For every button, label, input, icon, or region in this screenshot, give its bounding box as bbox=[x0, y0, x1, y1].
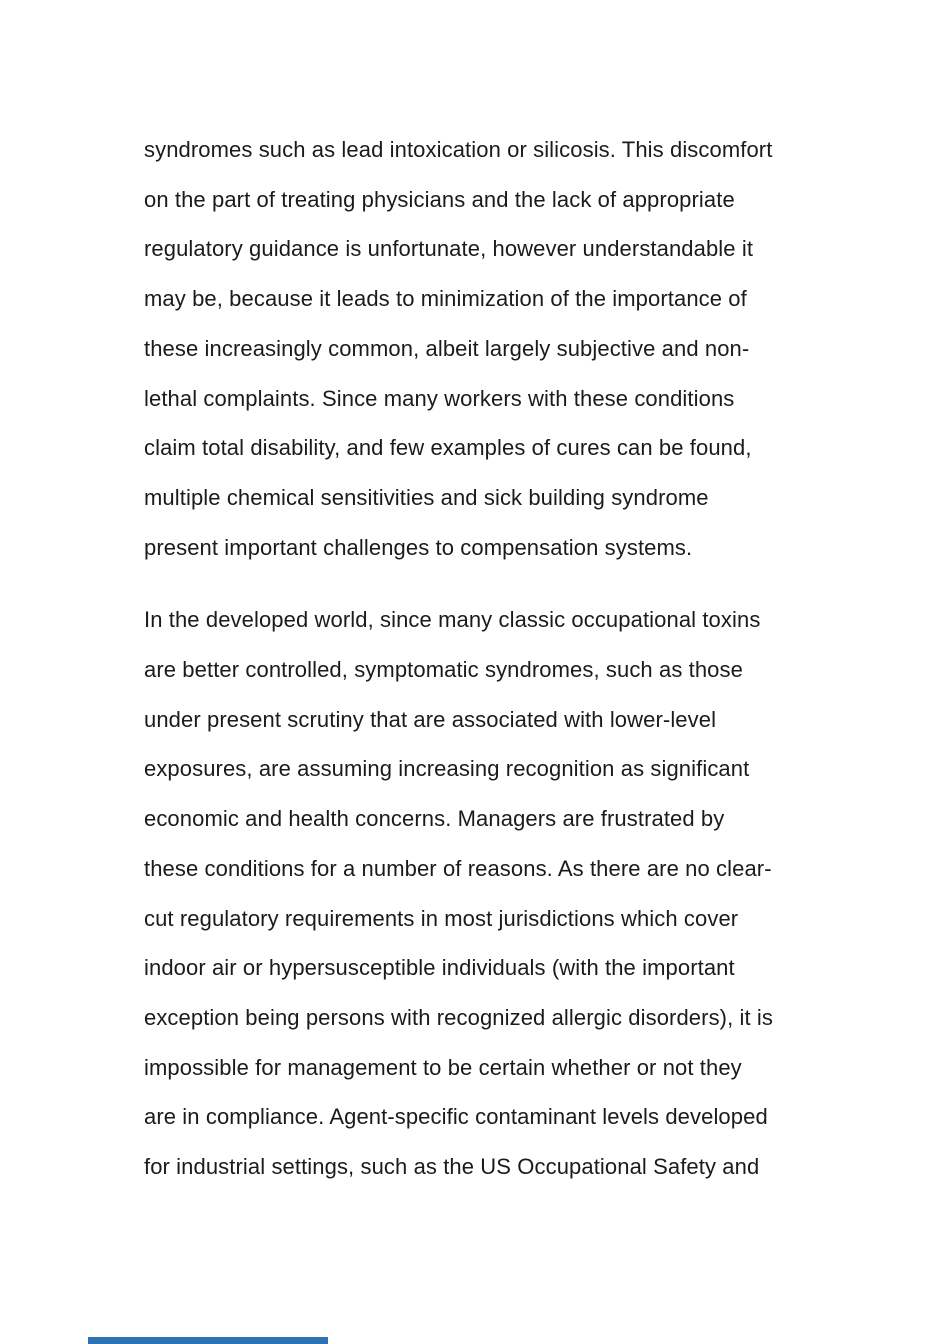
text-line: economic and health concerns. Managers are frustrated by bbox=[144, 806, 725, 832]
paragraph bbox=[144, 595, 819, 1191]
text-line: indoor air or hypersusceptible individuals (with the important bbox=[144, 955, 735, 981]
text-line: exposures, are assuming increasing recognition as significant bbox=[144, 756, 750, 782]
paragraph bbox=[144, 125, 819, 572]
text-line: impossible for management to be certain whether or not they bbox=[144, 1054, 742, 1080]
document-body-text bbox=[144, 125, 819, 1215]
text-line: these increasingly common, albeit largely subjective and non- bbox=[144, 335, 750, 361]
text-line: under present scrutiny that are associated with lower-level bbox=[144, 706, 717, 732]
text-line: syndromes such as lead intoxication or silicosis. This discomfort bbox=[144, 137, 773, 162]
text-line: claim total disability, and few examples of cures can be found, bbox=[144, 435, 752, 461]
text-line: multiple chemical sensitivities and sick building syndrome bbox=[144, 484, 709, 510]
text-line: present important challenges to compensation systems. bbox=[144, 534, 693, 560]
text-line: may be, because it leads to minimization of the importance of bbox=[144, 286, 747, 312]
text-line: on the part of treating physicians and the lack of appropriate bbox=[144, 186, 735, 212]
text-line: for industrial settings, such as the US Occupational Safety and bbox=[144, 1154, 760, 1180]
text-line: regulatory guidance is unfortunate, however understandable it bbox=[144, 236, 754, 262]
text-line: these conditions for a number of reasons. As there are no clear- bbox=[144, 855, 772, 881]
text-line: exception being persons with recognized allergic disorders), it is bbox=[144, 1004, 774, 1030]
text-line: cut regulatory requirements in most jurisdictions which cover bbox=[144, 905, 739, 931]
text-line: are better controlled, symptomatic syndromes, such as those bbox=[144, 657, 743, 683]
text-line: lethal complaints. Since many workers with these conditions bbox=[144, 385, 735, 411]
clipped-blue-bar bbox=[88, 1337, 328, 1344]
text-line: In the developed world, since many classic occupational toxins bbox=[144, 607, 761, 633]
text-line: are in compliance. Agent-specific contaminant levels developed bbox=[144, 1104, 768, 1130]
